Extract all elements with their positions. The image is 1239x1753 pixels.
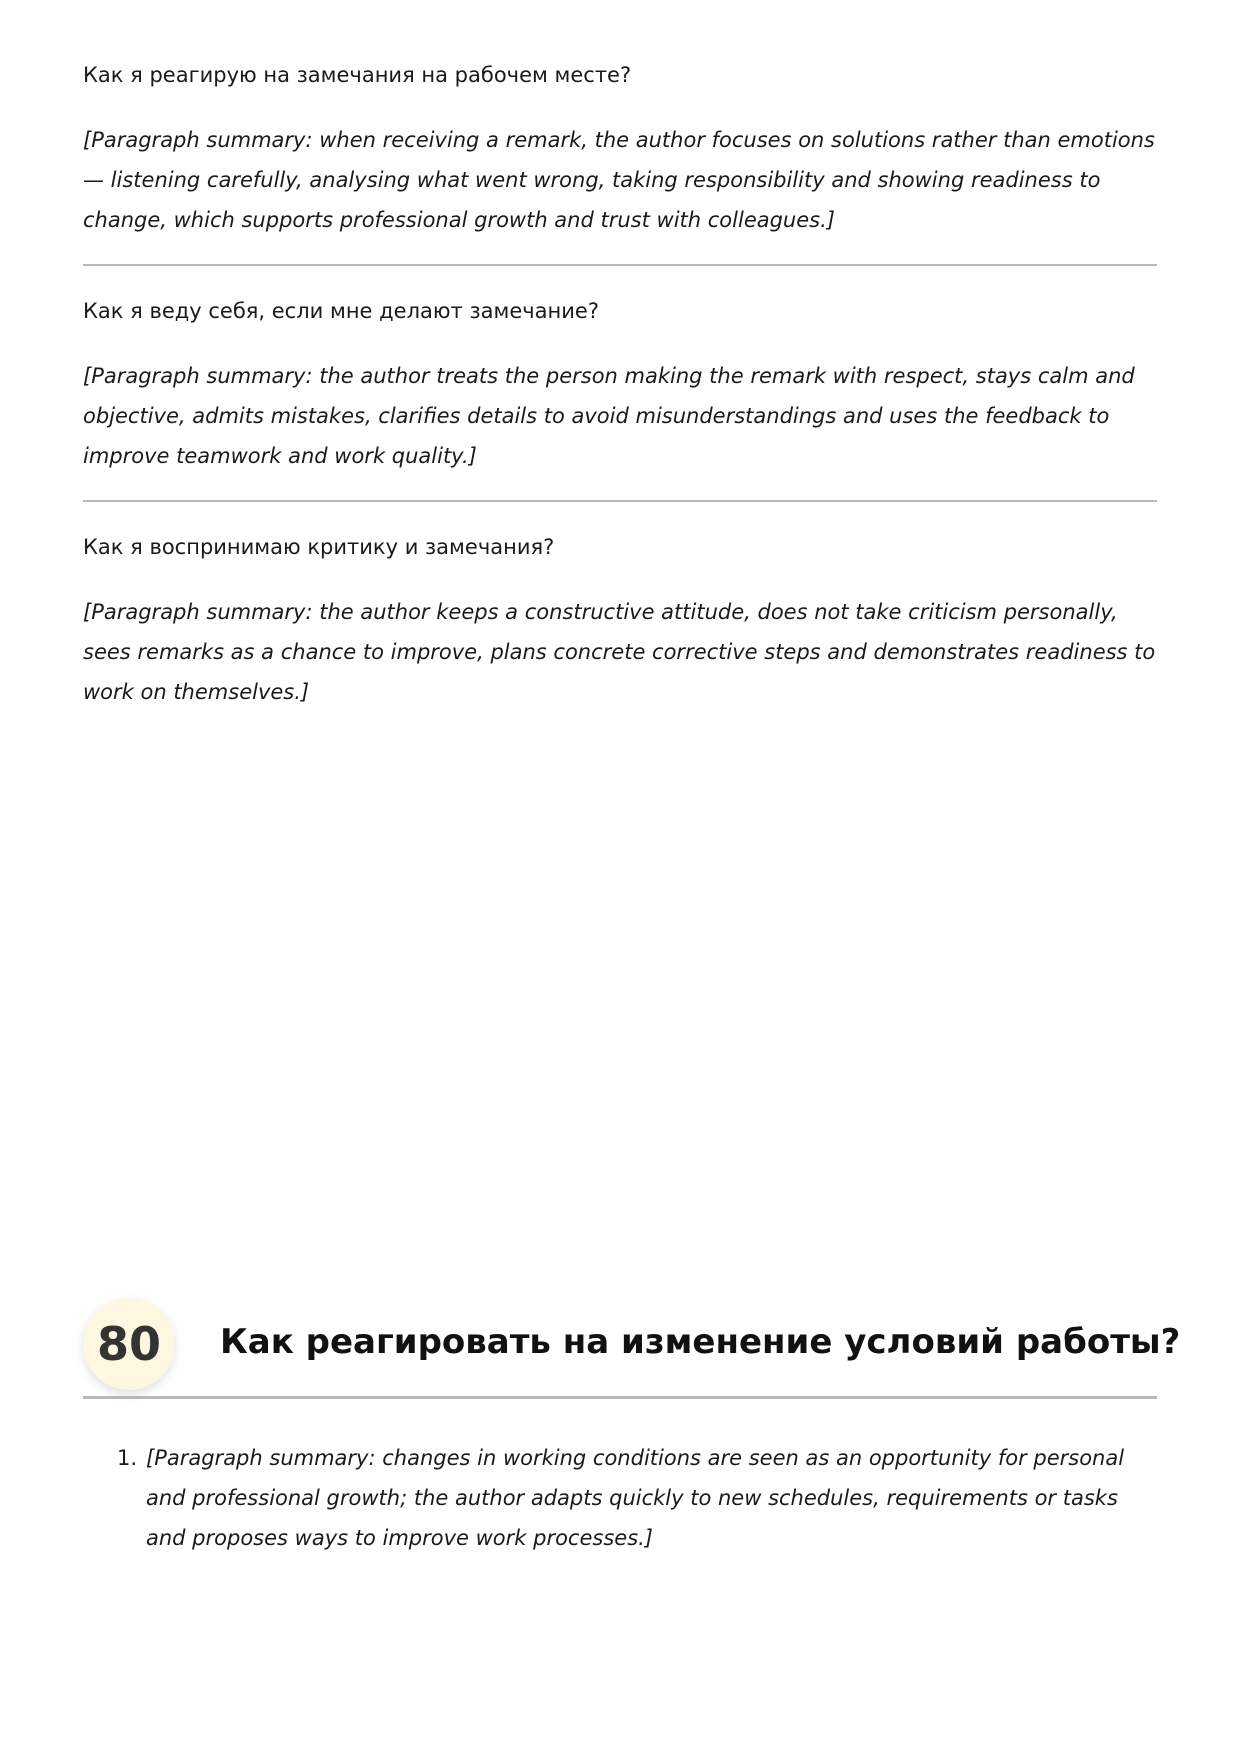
divider [83,264,1157,266]
qa-block-2 [83,296,1157,476]
list-item [83,1438,1157,1558]
section-number-badge: 80 [83,1298,175,1390]
section-divider [83,1396,1157,1399]
qa-block-3 [83,532,1157,712]
qa-block-1 [83,60,1157,240]
question-text: Как я воспринимаю критику и замечания? [83,535,555,559]
divider [83,500,1157,502]
section-title: Как реагировать на изменение условий работы? [220,1322,1181,1362]
question-text: Как я реагирую на замечания на рабочем месте? [83,63,632,87]
section-header [83,1298,1181,1382]
document-page [83,60,1157,712]
answer-text: [Paragraph summary: when receiving a remark, the author focuses on solutions rather than emotions — listening carefully, analysing what went wrong, taking responsibility and showing readiness to change, which supports professional growth and trust with colleagues.] [83,128,1155,232]
list-item-text: [Paragraph summary: changes in working conditions are seen as an opportunity for personal and professional growth; the author adapts quickly to new schedules, requirements or tasks and proposes ways to improve work processes.] [146,1446,1125,1550]
answer-list [83,1438,1157,1558]
answer-text: [Paragraph summary: the author treats the person making the remark with respect, stays calm and objective, admits mistakes, clarifies details to avoid misunderstandings and uses the feedback to improve teamwork and work quality.] [83,364,1135,468]
list-item-number: 1. [117,1446,138,1470]
question-text: Как я веду себя, если мне делают замечание? [83,299,599,323]
answer-text: [Paragraph summary: the author keeps a constructive attitude, does not take criticism personally, sees remarks as a chance to improve, plans concrete corrective steps and demonstrates readiness to work on themselves.] [83,600,1156,704]
